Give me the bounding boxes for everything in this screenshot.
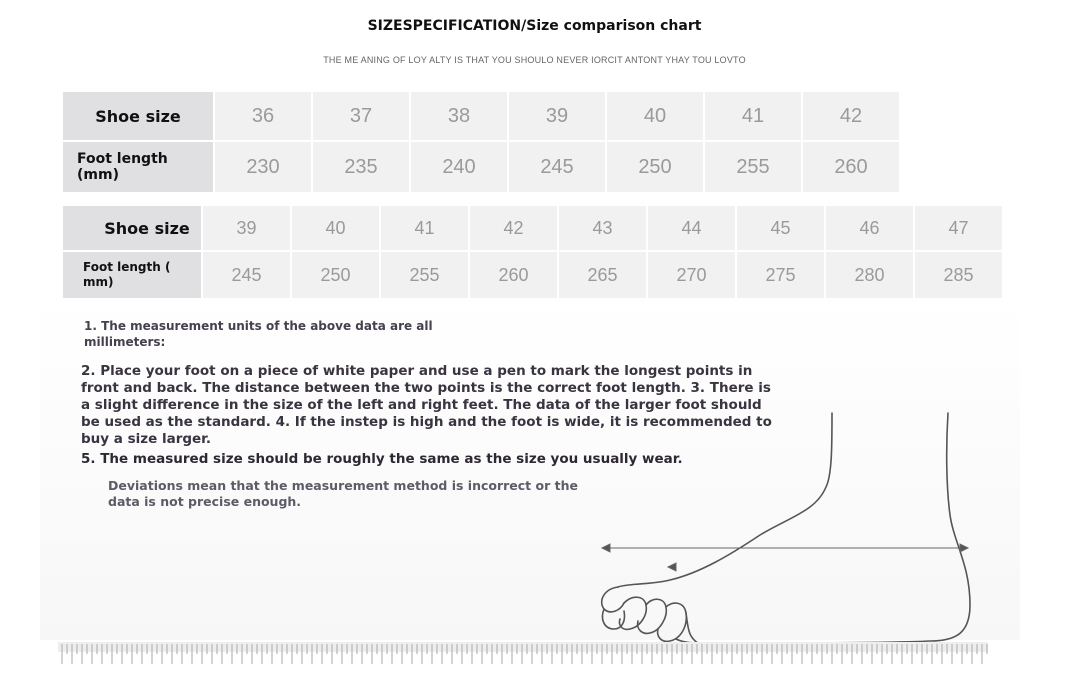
table-cell: 255 bbox=[381, 252, 468, 298]
table-cell: 38 bbox=[411, 92, 507, 140]
table-row-foot-length bbox=[63, 142, 899, 192]
table-cell: 42 bbox=[803, 92, 899, 140]
table-cell: 285 bbox=[915, 252, 1002, 298]
table-cell: 46 bbox=[826, 206, 913, 250]
note-deviations: Deviations mean that the measurement method is incorrect or the data is not precise enough. bbox=[108, 478, 578, 509]
table-cell: 250 bbox=[292, 252, 379, 298]
row-header-shoe-size: Shoe size bbox=[63, 92, 213, 140]
table-cell: 40 bbox=[292, 206, 379, 250]
table-cell: 41 bbox=[381, 206, 468, 250]
table-cell: 42 bbox=[470, 206, 557, 250]
table-cell: 260 bbox=[470, 252, 557, 298]
row-header-foot-length: Foot length ( mm) bbox=[63, 252, 201, 298]
table-cell: 245 bbox=[203, 252, 290, 298]
table-cell: 270 bbox=[648, 252, 735, 298]
table-cell: 47 bbox=[915, 206, 1002, 250]
table-cell: 255 bbox=[705, 142, 801, 192]
table-cell: 265 bbox=[559, 252, 646, 298]
table-cell: 250 bbox=[607, 142, 703, 192]
table-row-foot-length bbox=[63, 252, 1002, 298]
table-cell: 39 bbox=[203, 206, 290, 250]
table-cell: 280 bbox=[826, 252, 913, 298]
note-units: 1. The measurement units of the above data are all millimeters: bbox=[84, 319, 433, 349]
table-cell: 44 bbox=[648, 206, 735, 250]
table-cell: 37 bbox=[313, 92, 409, 140]
size-table-large bbox=[61, 204, 1004, 300]
note-usual-size: 5. The measured size should be roughly the same as the size you usually wear. bbox=[81, 451, 683, 467]
size-table-small bbox=[61, 90, 901, 194]
ruler-icon bbox=[58, 640, 988, 666]
note-measure-instructions: 2. Place your foot on a piece of white paper and use a pen to mark the longest points in front and back. The distance between the two points is the correct foot length. 3. There is a slight difference in the size of the left and right feet. The data of the larger foot should be used as the standard. 4. If the instep is high and the foot is wide, it is recommended to buy a size larger. bbox=[81, 363, 772, 447]
table-row-shoe-size bbox=[63, 92, 899, 140]
table-cell: 45 bbox=[737, 206, 824, 250]
row-header-foot-length: Foot length (mm) bbox=[63, 142, 213, 192]
table-cell: 275 bbox=[737, 252, 824, 298]
table-cell: 36 bbox=[215, 92, 311, 140]
table-cell: 43 bbox=[559, 206, 646, 250]
table-cell: 260 bbox=[803, 142, 899, 192]
table-cell: 235 bbox=[313, 142, 409, 192]
table-cell: 240 bbox=[411, 142, 507, 192]
page-title: SIZESPECIFICATION/Size comparison chart bbox=[367, 18, 702, 34]
row-header-shoe-size: Shoe size bbox=[63, 206, 201, 250]
table-cell: 40 bbox=[607, 92, 703, 140]
page-subtitle: THE ME ANING OF LOY ALTY IS THAT YOU SHOULO NEVER IORCIT ANTONT YHAY TOU LOVTO bbox=[323, 55, 746, 65]
table-cell: 230 bbox=[215, 142, 311, 192]
table-row-shoe-size bbox=[63, 206, 1002, 250]
table-cell: 41 bbox=[705, 92, 801, 140]
table-cell: 39 bbox=[509, 92, 605, 140]
table-cell: 245 bbox=[509, 142, 605, 192]
foot-illustration-icon bbox=[590, 405, 990, 645]
